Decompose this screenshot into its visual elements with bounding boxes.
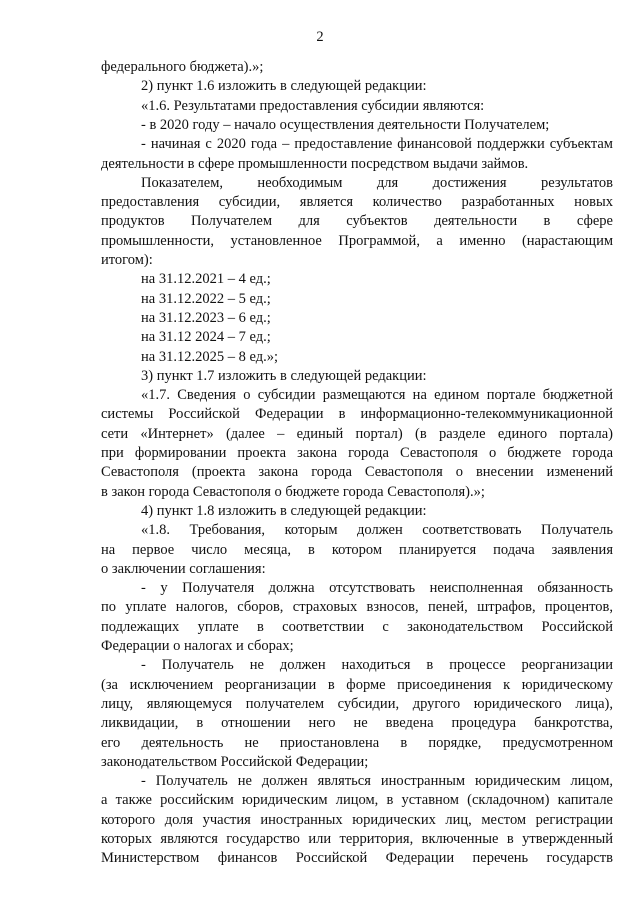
text-line: итогом): [101,252,153,268]
text-line: - у Получателя должна отсутствовать неисполненная обязанность [141,580,613,597]
text-line: ликвидации, в отношении него не введена процедура банкротства, [101,715,613,732]
text-line: подлежащих уплате в соответствии с законодательством Российской [101,618,613,635]
text-line: продуктов Получателем для субъектов деятельности в сфере [101,213,613,230]
text-line: федерального бюджета).»; [101,59,264,75]
text-line: 2) пункт 1.6 изложить в следующей редакции: [141,78,427,95]
text-line: (за исключением реорганизации в форме присоединения к юридическому [101,676,613,693]
text-line: предоставления субсидии, является количество разработанных новых [101,194,613,211]
text-line: Показателем, необходимым для достижения результатов [141,174,613,191]
text-line: сети «Интернет» (далее – единый портал) (в разделе единого портала) [101,425,613,442]
text-line: а также российским юридическим лицом, в уставном (складочном) капитале [101,792,613,809]
text-line: - Получатель не должен являться иностранным юридическим лицом, [141,773,613,790]
text-line: на 31.12 2024 – 7 ед.; [141,329,271,346]
text-line: 3) пункт 1.7 изложить в следующей редакции: [141,367,427,384]
text-line: законодательством Российской Федерации; [101,753,369,770]
text-line: на первое число месяца, в котором планируется подача заявления [101,541,613,558]
text-line: его деятельность не приостановлена в порядке, предусмотренном [101,734,613,751]
text-line: лицу, являющемуся получателем субсидии, другого юридического лица), [101,695,613,712]
text-line: Федерации о налогах и сборах; [101,638,294,654]
text-line: при формировании проекта закона города Севастополя о бюджете города [101,445,613,461]
text-line: которого доля участия иностранных юридических лиц, местом регистрации [101,811,613,828]
text-line: системы Российской Федерации в информационно-телекоммуникационной [101,406,613,423]
text-line: на 31.12.2025 – 8 ед.»; [141,348,278,365]
text-line: в закон города Севастополя о бюджете города Севастополя).»; [101,483,485,500]
text-line: Министерством финансов Российской Федерации перечень государств [101,850,613,867]
text-line: по уплате налогов, сборов, страховых взносов, пеней, штрафов, процентов, [101,599,613,616]
text-line: - в 2020 году – начало осуществления деятельности Получателем; [141,116,550,133]
text-line: промышленности, установленное Программой, а именно (нарастающим [101,232,613,249]
text-line: на 31.12.2022 – 5 ед.; [141,290,271,307]
text-line: о заключении соглашения: [101,560,266,577]
text-line: - начиная с 2020 года – предоставление финансовой поддержки субъектам [141,136,613,153]
text-line: на 31.12.2021 – 4 ед.; [141,271,271,288]
text-line: «1.8. Требования, которым должен соответствовать Получатель [141,522,613,539]
text-line: на 31.12.2023 – 6 ед.; [141,309,271,326]
text-line: «1.6. Результатами предоставления субсидии являются: [141,97,485,114]
page-number: 2 [316,29,324,45]
text-line: которых являются государство или территория, включенные в утвержденный [101,831,613,847]
text-line: деятельности в сфере промышленности посредством выдачи займов. [101,155,529,172]
text-line: Севастополя (проекта закона города Севастополя о внесении изменений [101,464,613,481]
text-line: - Получатель не должен находиться в процессе реорганизации [141,657,613,674]
text-line: «1.7. Сведения о субсидии размещаются на едином портале бюджетной [141,387,613,404]
text-line: 4) пункт 1.8 изложить в следующей редакции: [141,502,427,519]
